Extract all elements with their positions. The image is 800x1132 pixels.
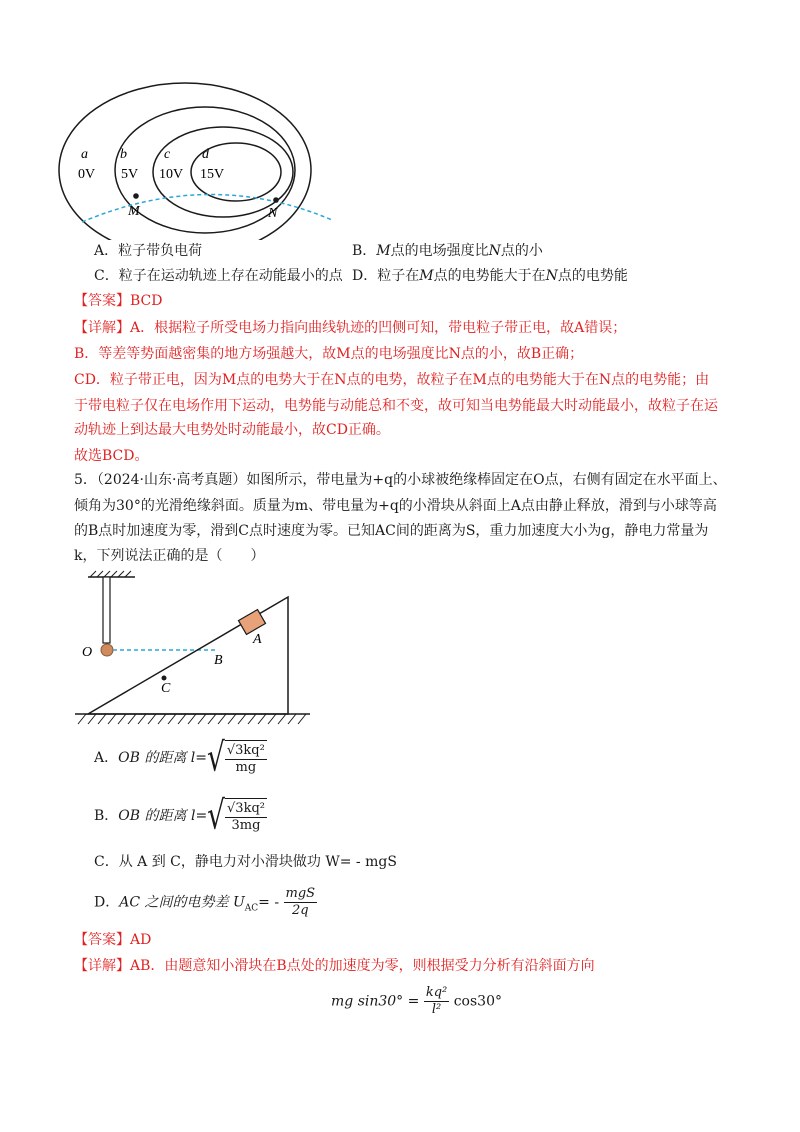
q5-option-c: C．从 A 到 C，静电力对小滑块做功 W= - mgS [94, 854, 397, 870]
charged-ball [101, 644, 113, 656]
particle-trajectory [82, 194, 332, 222]
q4-analysis-line-2: B．等差等势面越密集的地方场强越大，故M点的电场强度比N点的小，故B正确； [74, 346, 584, 362]
q4-answer: 【答案】BCD [74, 293, 163, 309]
label-c: C [161, 681, 171, 696]
label-n: N [268, 206, 278, 221]
point-m-dot [133, 193, 139, 199]
q5-stem-line-4: k，下列说法正确的是（ ） [74, 548, 265, 564]
q5-option-d: D．AC 之间的电势差 $U_{AC}=$ - $\frac{\text{mgS}}{2q}$ [94, 886, 316, 918]
q5-stem-line-3: 的B点时加速度为零，滑到C点时速度为零。已知AC间的距离为S，重力加速度大小为g，静电力常量为 [74, 523, 709, 539]
label-o: O [82, 645, 93, 660]
q4-option-b: B．M点的电场强度比N点的小 [352, 243, 543, 259]
q5-answer: 【答案】AD [74, 932, 152, 948]
label-m: M [128, 204, 140, 219]
q5-option-a: A．OB 的距离 l=√ $\frac{\text{√3kq²}}{mg}$ [94, 734, 265, 781]
q4-analysis-line-5: 动轨迹上到达最大电势处时动能最小，故CD正确。 [74, 422, 390, 438]
label-b: b [120, 147, 127, 162]
incline-diagram [0, 565, 800, 735]
q5-analysis-line-1: 【详解】AB．由题意知小滑块在B点处的加速度为零，则根据受力分析有沿斜面方向 [74, 958, 595, 974]
point-c-dot [162, 676, 167, 681]
q5-option-b: B．OB 的距离 l=√ $\frac{\text{√3kq²}}{3mg}$ [94, 792, 265, 839]
q4-option-a: A．粒子带负电荷 [94, 243, 203, 259]
label-d: d [202, 147, 209, 162]
ceiling-hatching [90, 571, 131, 577]
q4-analysis-line-3: CD．粒子带正电，因为M点的电势大于在N点的电势，故粒子在M点的电势能大于在N点的电势能；由 [74, 372, 710, 388]
q5-stem-line-1: 5．（2024·山东·高考真题）如图所示，带电量为+q的小球被绝缘棒固定在O点，右侧有固定在水平面上、 [74, 472, 727, 488]
label-a: A [253, 632, 262, 647]
ground-hatching [78, 714, 306, 724]
label-a: a [81, 147, 88, 162]
q5-stem-line-2: 倾角为30°的光滑绝缘斜面。质量为m、带电量为+q的小滑块从斜面上A点由静止释放，滑到与小球等高 [74, 498, 717, 514]
insulating-rod [103, 577, 110, 643]
q5-formula: mg sin30° = $\frac{\text{kq²}}{\text{l²}}$ cos30° [331, 985, 502, 1017]
point-n-dot [273, 197, 279, 203]
label-c: c [164, 147, 171, 162]
value-b: 5V [121, 167, 139, 182]
q4-option-d: D．粒子在M点的电势能大于在N点的电势能 [352, 268, 628, 284]
q4-option-c: C．粒子在运动轨迹上存在动能最小的点 [94, 268, 343, 284]
value-c: 10V [159, 167, 184, 182]
q4-analysis-line-1: 【详解】A．根据粒子所受电场力指向曲线轨迹的凹侧可知，带电粒子带正电，故A错误； [74, 320, 627, 336]
label-b: B [214, 653, 223, 668]
value-a: 0V [78, 167, 96, 182]
value-d: 15V [200, 167, 225, 182]
q4-analysis-line-4: 于带电粒子仅在电场作用下运动，电势能与动能总和不变，故可知当电势能最大时动能最小，故粒子在运 [74, 398, 718, 414]
equipotential-diagram [0, 0, 800, 240]
q4-analysis-conclusion: 故选BCD。 [74, 448, 149, 464]
